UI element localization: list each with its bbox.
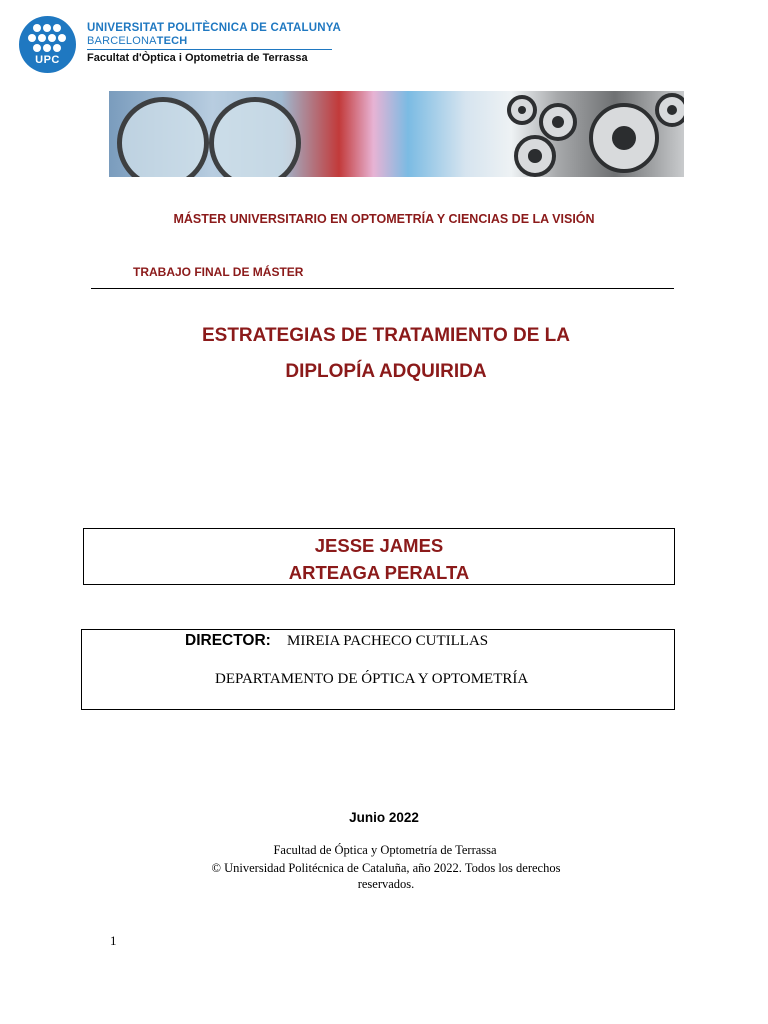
university-sub-bold: TECH [156,35,188,47]
page-number: 1 [110,933,117,948]
banner-image [109,91,684,177]
university-subtitle [87,35,187,47]
author-last-name: ARTEAGA PERALTA [288,562,470,583]
footer-faculty: Facultad de Óptica y Optometría de Terrassa [273,843,497,857]
faculty-name: Facultat d'Òptica i Optometria de Terrassa [87,52,308,64]
instrument-dial [539,103,577,141]
department-name: DEPARTAMENTO DE ÓPTICA Y OPTOMETRÍA [215,671,529,687]
copyright-notice: © Universidad Politécnica de Cataluña, año 2022. Todos los derechos reservados. [211,861,561,891]
master-program-title: MÁSTER UNIVERSITARIO EN OPTOMETRÍA Y CIENCIAS DE LA VISIÓN [173,212,595,226]
instrument-dial [589,103,659,173]
thesis-title-line1: ESTRATEGIAS DE TRATAMIENTO DE LA [201,325,571,346]
thesis-title-line2: DIPLOPÍA ADQUIRIDA [285,361,487,382]
tfm-label: TRABAJO FINAL DE MÁSTER [133,265,304,279]
upc-logo [19,16,76,73]
submission-date: Junio 2022 [349,810,419,825]
author-box [83,528,675,585]
author-first-name: JESSE JAMES [314,535,444,556]
university-sub-light: BARCELONA [87,35,157,47]
director-label: DIRECTOR: [185,632,271,649]
title-divider [91,288,674,289]
instrument-dial [507,95,537,125]
thesis-title [0,318,768,390]
header-divider [87,49,332,50]
instrument-dial [655,93,684,127]
university-name: UNIVERSITAT POLITÈCNICA DE CATALUNYA [87,22,342,34]
phoropter-lens-right [209,97,301,177]
director-name: MIREIA PACHECO CUTILLAS [287,633,489,649]
phoropter-lens-left [117,97,209,177]
director-box [81,629,675,710]
instrument-dial [514,135,556,177]
logo-text: UPC [35,54,60,66]
